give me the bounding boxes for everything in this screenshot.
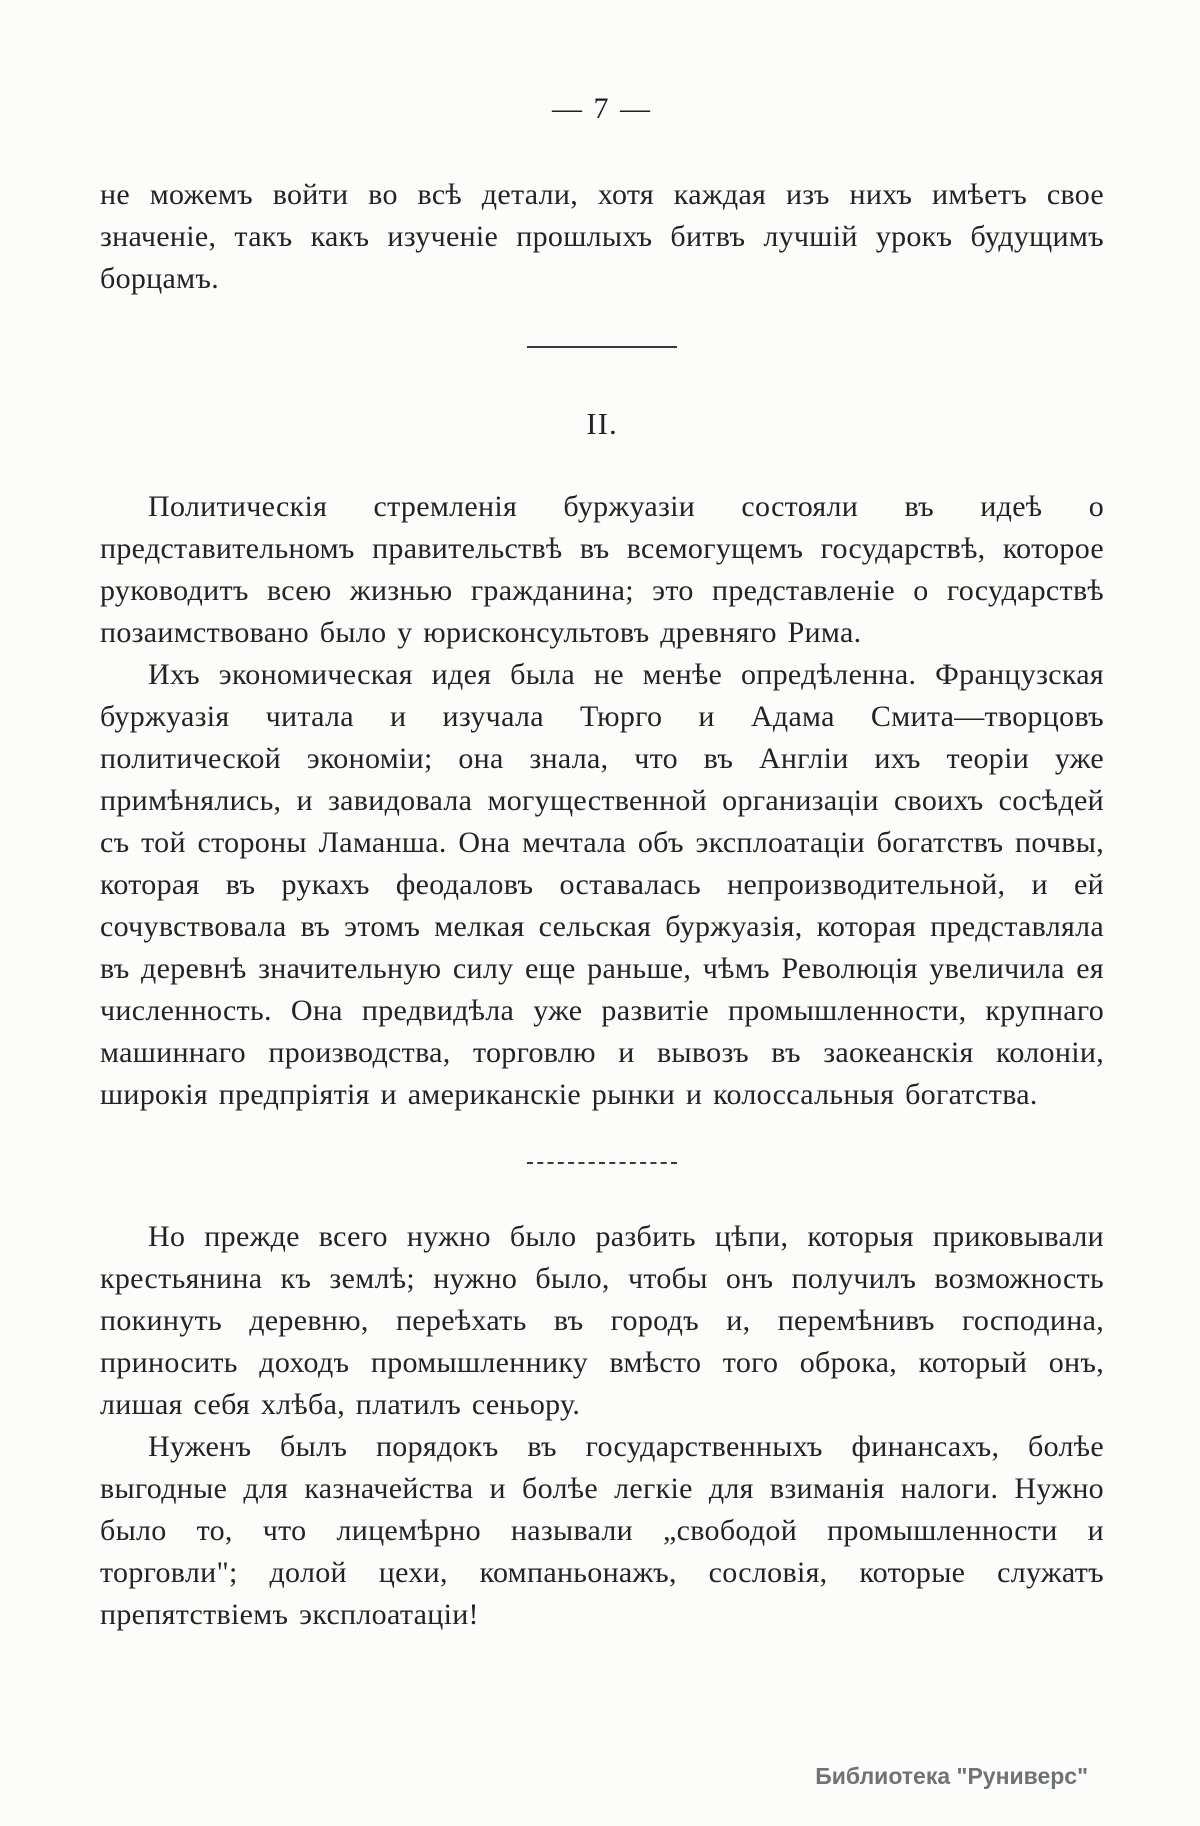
section-heading: II.	[586, 406, 618, 441]
section-divider-top	[527, 346, 677, 348]
paragraph-intro: не можемъ войти во всѣ детали, хотя каждая изъ нихъ имѣетъ свое значеніе, такъ какъ изученіе прошлыхъ битвъ лучшій урокъ будущимъ борцамъ.	[100, 178, 1104, 295]
library-watermark: Библиотека "Руниверс"	[815, 1763, 1088, 1789]
section-divider-middle	[527, 1162, 677, 1164]
paragraph-finances: Нуженъ былъ порядокъ въ государственныхъ финансахъ, болѣе выгодные для казначейства и болѣе легкіе для взиманія налоги. Нужно было то, что лицемѣрно называли „свободой промышленности и торговли"; долой цехи, компаньонажъ, сословія, которые служатъ препятствіемъ эксплоатаціи!	[100, 1430, 1104, 1631]
paragraph-politics: Политическія стремленія буржуазіи состояли въ идеѣ о представительномъ правительствѣ въ всемогущемъ государствѣ, которое руководитъ всею жизнью гражданина; это представленіе о государствѣ позаимствовано было у юрисконсультовъ древняго Рима.	[100, 490, 1104, 649]
page-number: — 7 —	[552, 92, 652, 125]
paragraph-economy: Ихъ экономическая идея была не менѣе опредѣленна. Французская буржуазія читала и изучала Тюрго и Адама Смита—творцовъ политической экономіи; она знала, что въ Англіи ихъ теоріи уже примѣнялись, и завидовала могущественной организаціи своихъ сосѣдей съ той стороны Ламанша. Она мечтала объ эксплоатаціи богатствъ почвы, которая въ рукахъ феодаловъ оставалась непроизводительной, и ей сочувствовала въ этомъ мелкая сельская буржуазія, которая представляла въ деревнѣ значительную силу еще раньше, чѣмъ Революція увеличила ея численность. Она предвидѣла уже развитіе промышленности, крупнаго машиннаго производства, торговлю и вывозъ въ заокеанскія колоніи, широкія предпріятія и американскіе рынки и колоссальныя богатства.	[100, 658, 1104, 1111]
paragraph-chains: Но прежде всего нужно было разбить цѣпи, которыя приковывали крестьянина къ землѣ; нужно было, чтобы онъ получилъ возможность покинуть деревню, переѣхать въ городъ и, перемѣнивъ господина, приносить доходъ промышленнику вмѣсто того оброка, который онъ, лишая себя хлѣба, платилъ сеньору.	[100, 1220, 1104, 1421]
